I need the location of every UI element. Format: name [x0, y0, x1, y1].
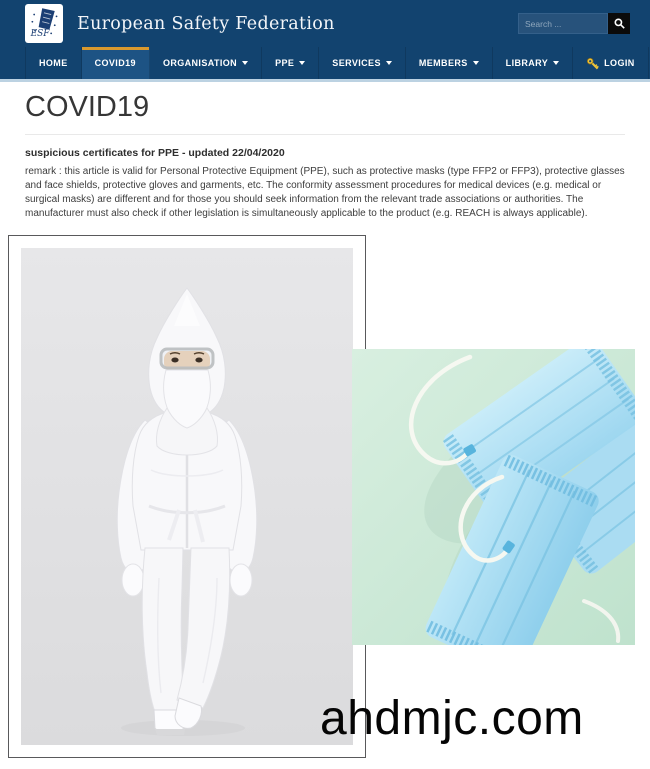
- page-title: COVID19: [25, 91, 150, 123]
- masks-photo-image: [352, 349, 635, 645]
- main-nav: [0, 47, 650, 79]
- search-button[interactable]: [608, 13, 630, 34]
- nav-covid19[interactable]: [82, 47, 150, 79]
- nav-home[interactable]: [25, 47, 82, 79]
- nav-covid19-label: COVID19: [94, 58, 136, 68]
- nav-ppe[interactable]: [262, 47, 319, 79]
- nav-organisation-label: ORGANISATION: [162, 58, 238, 68]
- chevron-down-icon: [386, 61, 392, 65]
- site-title[interactable]: European Safety Federation: [77, 13, 335, 34]
- masks-photo: [352, 349, 635, 645]
- site-logo[interactable]: [25, 4, 63, 43]
- nav-members-label: MEMBERS: [418, 58, 468, 68]
- search-form: [518, 13, 630, 34]
- nav-login-label: LOGIN: [604, 58, 635, 68]
- search-input[interactable]: [518, 13, 608, 34]
- nav-members[interactable]: [406, 47, 493, 79]
- nav-home-label: HOME: [39, 58, 68, 68]
- esf-logo-icon: [27, 6, 61, 41]
- nav-library-label: LIBRARY: [505, 58, 549, 68]
- nav-library[interactable]: [493, 47, 573, 79]
- nav-services[interactable]: [319, 47, 406, 79]
- nav-login[interactable]: [573, 47, 649, 79]
- nav-organisation[interactable]: [150, 47, 262, 79]
- chevron-down-icon: [473, 61, 479, 65]
- chevron-down-icon: [299, 61, 305, 65]
- coverall-photo: [8, 235, 366, 758]
- main-content: [0, 82, 650, 222]
- nav-ppe-label: PPE: [275, 58, 295, 68]
- watermark: ahdmjc.com: [320, 692, 584, 745]
- nav-services-label: SERVICES: [332, 58, 381, 68]
- coverall-photo-image: [21, 248, 353, 745]
- article-subtitle: suspicious certificates for PPE - updated 22/04/2020: [25, 146, 285, 159]
- chevron-down-icon: [242, 61, 248, 65]
- site-header: [0, 0, 650, 47]
- chevron-down-icon: [553, 61, 559, 65]
- title-divider: [25, 134, 625, 135]
- article-paragraph: remark : this article is valid for Personal Protective Equipment (PPE), such as protective masks (type FFP2 or FFP3), protective glasses and face shields, protective gloves and garments, etc. The conformity assessment procedures for medical devices (e.g. medical or surgical masks) are different and for those you should seek information from the relevant trade associations or authorities. The manufacturer must also check if other legislation is simultaneously applicable to the product (e.g. REACH is always applicable).: [25, 165, 625, 220]
- key-icon: [586, 57, 599, 70]
- svg-text:ESF: ESF: [30, 29, 50, 40]
- search-icon: [614, 18, 625, 29]
